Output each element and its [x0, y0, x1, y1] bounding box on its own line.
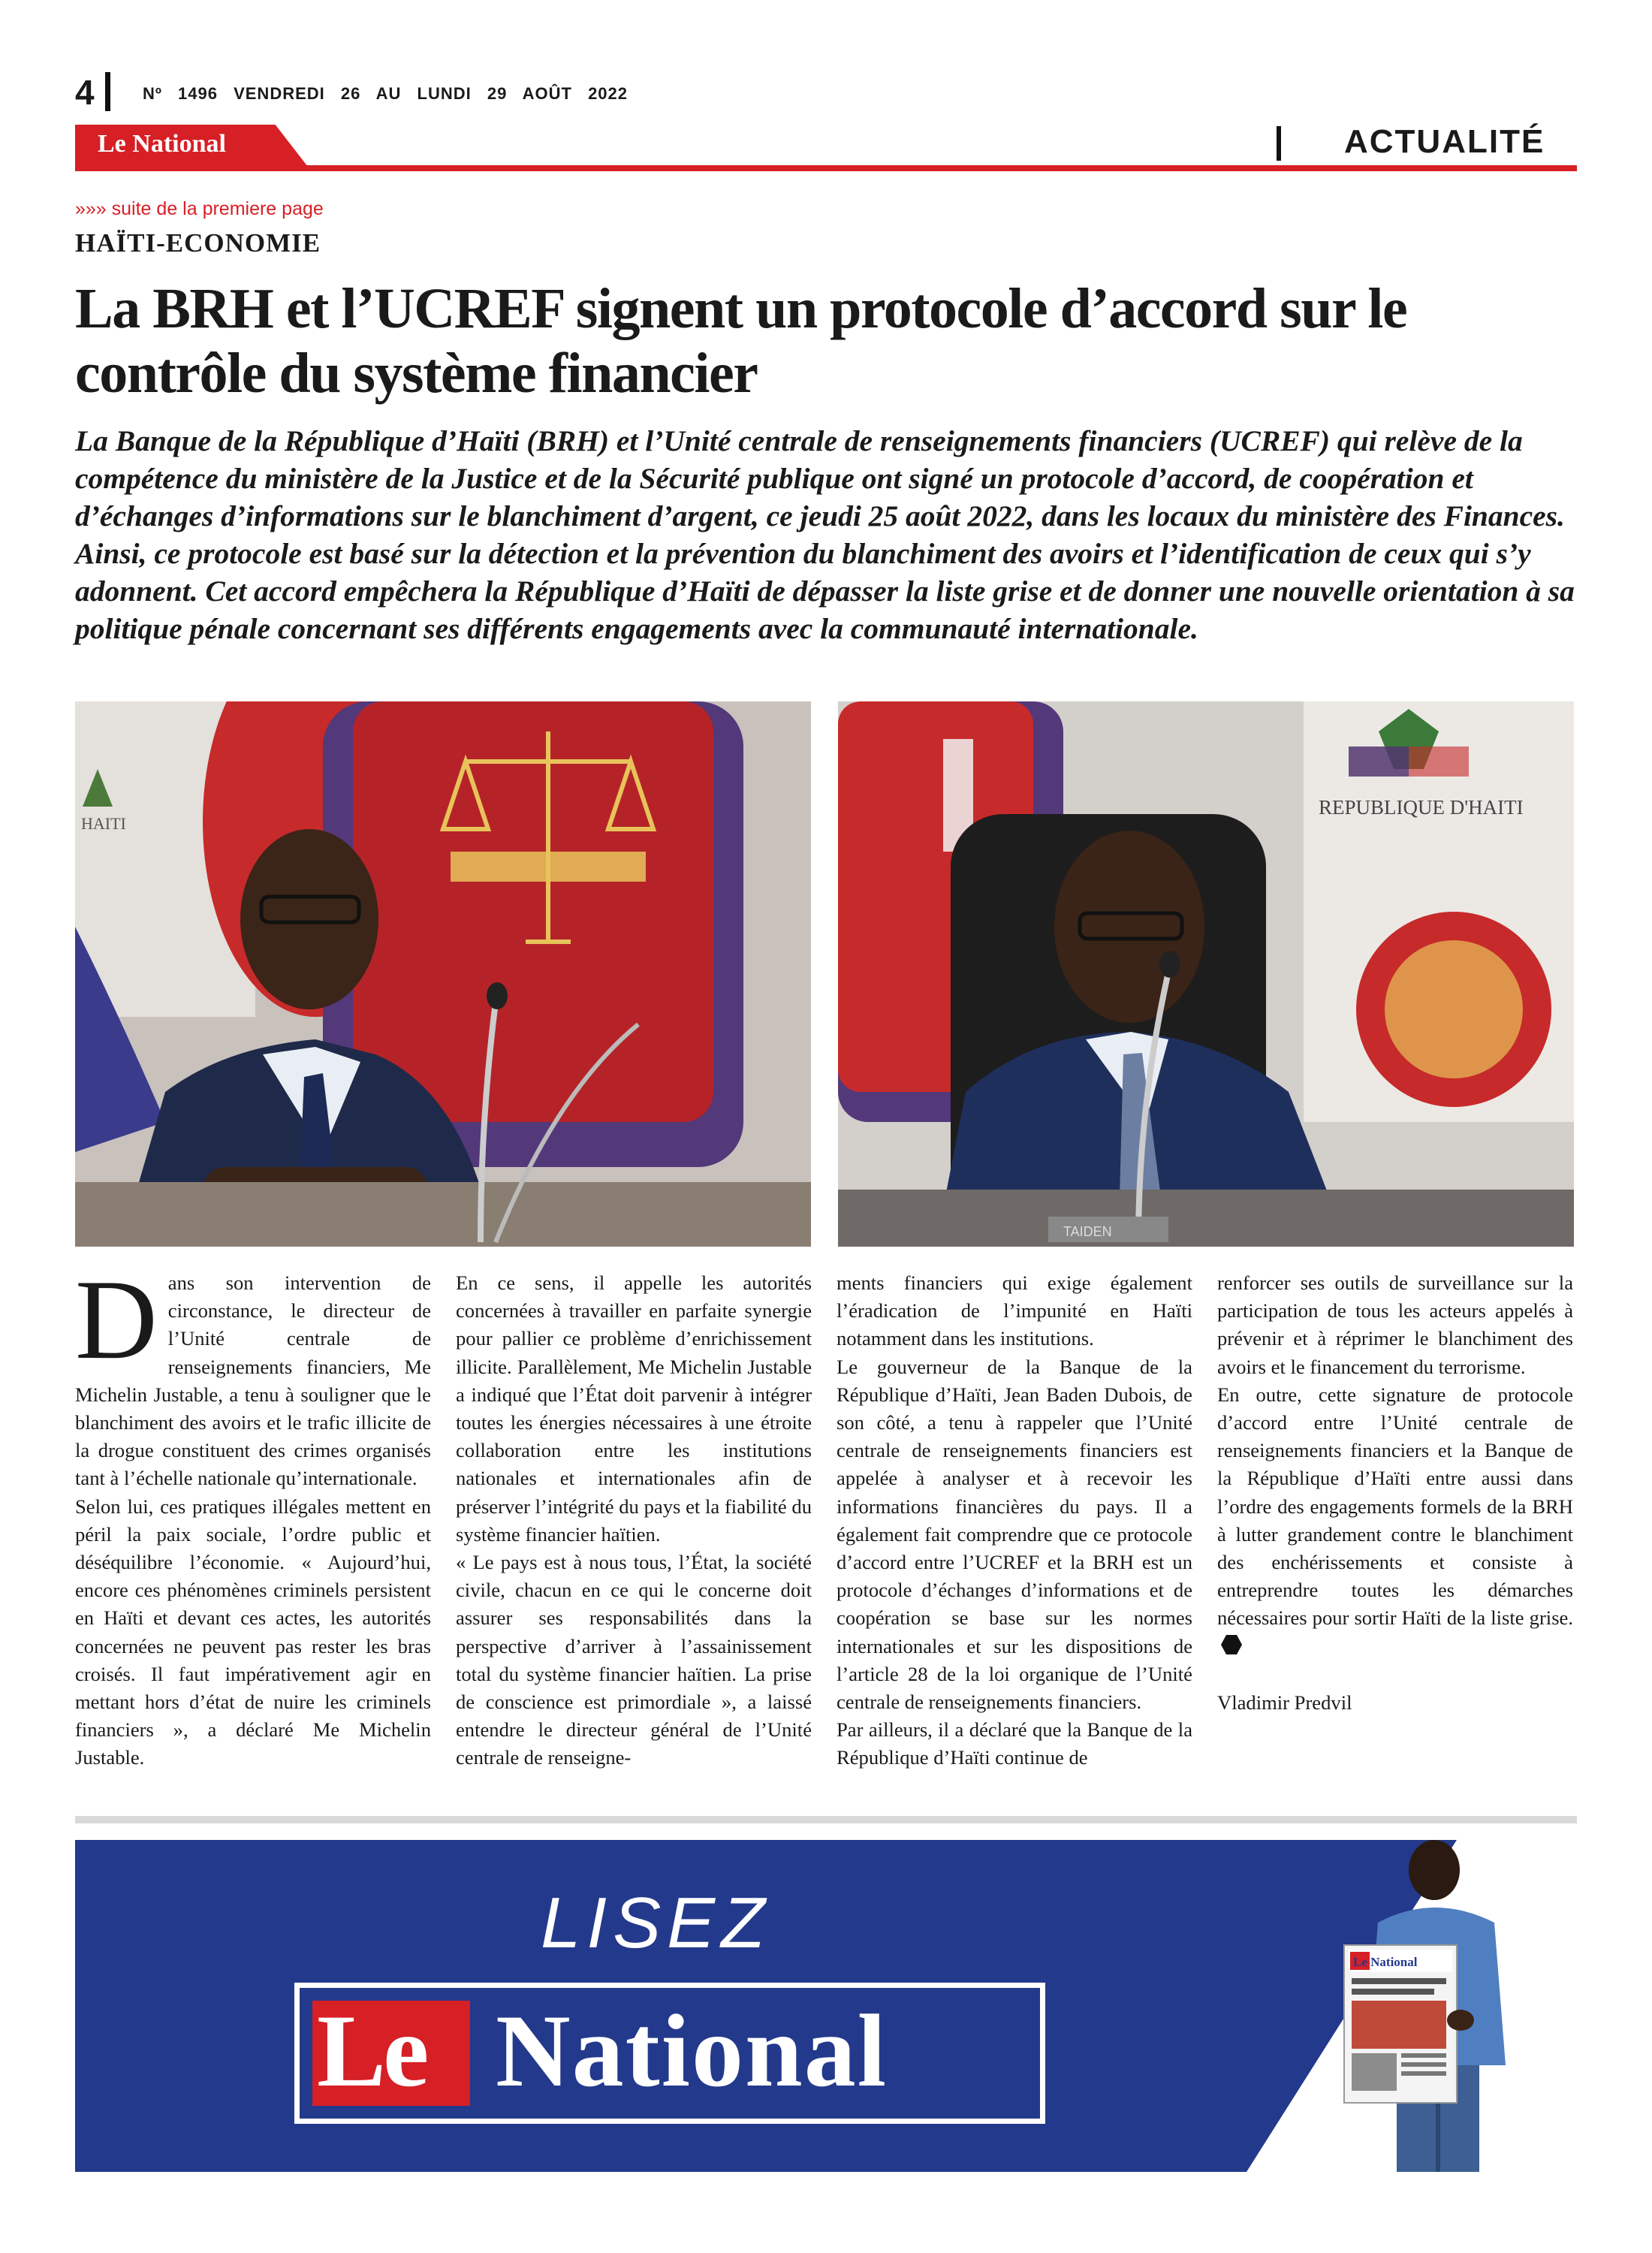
article-paragraph: En ce sens, il appelle les autorités concernées à travailler en parfaite synergie pour pallier ce problème d’enrichissement illicite. Parallèlement, Me Michelin Justable a indiqué que l’État doit parvenir à intégrer toutes les énergies nécessaires à une étroite collaboration entre les institutions nationales et internationales afin de préserver l’intégrité du pays et la fiabilité du système financier haïtien. [456, 1271, 812, 1546]
issue-date-line: Nº 1496 VENDREDI 26 AU LUNDI 29 AOÛT 2022 [143, 84, 629, 103]
ad-divider [75, 1816, 1577, 1823]
ad-logo-le: Le [317, 1993, 427, 2108]
article-paragraph [1217, 1381, 1573, 1660]
section-kicker: HAÏTI-ECONOMIE [75, 228, 321, 258]
article-author: Vladimir Predvil [1217, 1691, 1352, 1714]
article-headline: La BRH et l’UCREF signent un protocole d’accord sur le contrôle du système financier [75, 277, 1407, 405]
end-of-article-icon [1220, 1633, 1243, 1656]
section-rubric: ACTUALITÉ [1344, 123, 1545, 160]
article-column-2 [456, 1269, 812, 1772]
article-paragraph [75, 1256, 431, 1493]
page-number: 4 [75, 73, 95, 112]
article-paragraph: Selon lui, ces pratiques illégales mettent en péril la paix sociale, l’ordre public et déséquilibre l’économie. « Aujourd’hui, encore ces phénomènes criminels persistent en Haïti et devant ces actes, les autorités concernées ne peuvent pas rester les bras croisés. Il faut impérativement agir en mettant hors d’état de nuire les criminels financiers », a déclaré Me Michelin Justable. [75, 1494, 431, 1769]
ad-logo-name: National [496, 1993, 888, 2108]
continued-from-link[interactable]: »»» suite de la premiere page [75, 198, 324, 219]
article-column-4 [1217, 1269, 1573, 1717]
photo-michelin-justable [75, 701, 811, 1247]
held-newspaper-masthead: Le National [1353, 1955, 1418, 1969]
paragraph-text: En outre, cette signature de protocole d’accord entre l’Unité centrale de renseignements financiers et la Banque de la République d’Haïti entre aussi dans l’ordre des engagements formels de la BRH à lutter grandement contre le blanchiment des enchérissements et consiste à entreprendre toutes les démarches nécessaires pour sortir Haïti de la liste grise. [1217, 1383, 1573, 1630]
man-holding-newspaper-illustration [1307, 1840, 1562, 2172]
photo-right-backdrop-text: REPUBLIQUE D'HAITI [1319, 796, 1524, 819]
article-paragraph: ments financiers qui exige également l’éradication de l’impunité en Haïti notamment dans les institutions. [837, 1271, 1192, 1350]
header-rule [75, 165, 1577, 171]
photo-left-backdrop-text: HAITI [81, 814, 126, 833]
page-number-divider [105, 72, 110, 111]
article-column-1 [75, 1256, 431, 1772]
photo-jean-baden-dubois [838, 701, 1574, 1247]
brand-logo-text: Le National [98, 130, 226, 158]
article-paragraph: « Le pays est à nous tous, l’État, la société civile, chacun en ce qui le concerne doit assurer ses responsabilités dans la perspective d’arriver à l’assainissement total du système financier haïtien. La prise de conscience est primordiale », a laissé entendre le directeur général de l’Unité centrale de renseigne- [456, 1551, 812, 1769]
ad-tagline: LISEZ [541, 1883, 771, 1963]
advertisement-banner[interactable] [75, 1840, 1577, 2172]
article-paragraph: Le gouverneur de la Banque de la République d’Haïti, Jean Baden Dubois, de son côté, a tenu à rappeler que l’Unité centrale de renseignements financiers est appelée à analyser et à recevoir les informations financières du pays. Il a également fait comprendre que ce protocole d’accord entre l’UCREF et la BRH est un protocole d’échanges d’informations et de coopération se base sur les normes internationales et sur les dispositions de l’article 28 de la loi organique de l’Unité centrale de renseignements financiers. [837, 1355, 1192, 1714]
paragraph-text: ans son intervention de circonstance, le directeur de l’Unité centrale de renseignements financiers, Me Michelin Justable, a tenu à souligner que le blanchiment des avoirs et le trafic illicite de la drogue constituent des crimes organisés tant à l’échelle nationale qu’internationale. [75, 1271, 431, 1490]
article-paragraph: renforcer ses outils de surveillance sur la participation de tous les acteurs appelés à prévenir et à réprimer le blanchiment des avoirs et le financement du terrorisme. [1217, 1271, 1573, 1378]
article-column-3 [837, 1269, 1192, 1772]
article-lede: La Banque de la République d’Haïti (BRH) et l’Unité centrale de renseignements financiers (UCREF) qui relève de la compétence du ministère de la Justice et de la Sécurité publique ont signé un protocole d’accord, de coopération et d’échanges d’informations sur le blanchiment d’argent, ce jeudi 25 août 2022, dans les locaux du ministère des Finances. Ainsi, ce protocole est basé sur la détection et la prévention du blanchiment des avoirs et l’identification de ceux qui s’y adonnent. Cet accord empêchera la République d’Haïti de dépasser la liste grise et de donner une nouvelle orientation à sa politique pénale concernant ses différents engagements avec la communauté internationale. [75, 424, 1575, 645]
article-paragraph: Par ailleurs, il a déclaré que la Banque de la République d’Haïti continue de [837, 1718, 1192, 1769]
microphone-label: TAIDEN [1063, 1224, 1112, 1239]
drop-cap: D [75, 1256, 158, 1383]
rubric-divider [1277, 126, 1281, 161]
